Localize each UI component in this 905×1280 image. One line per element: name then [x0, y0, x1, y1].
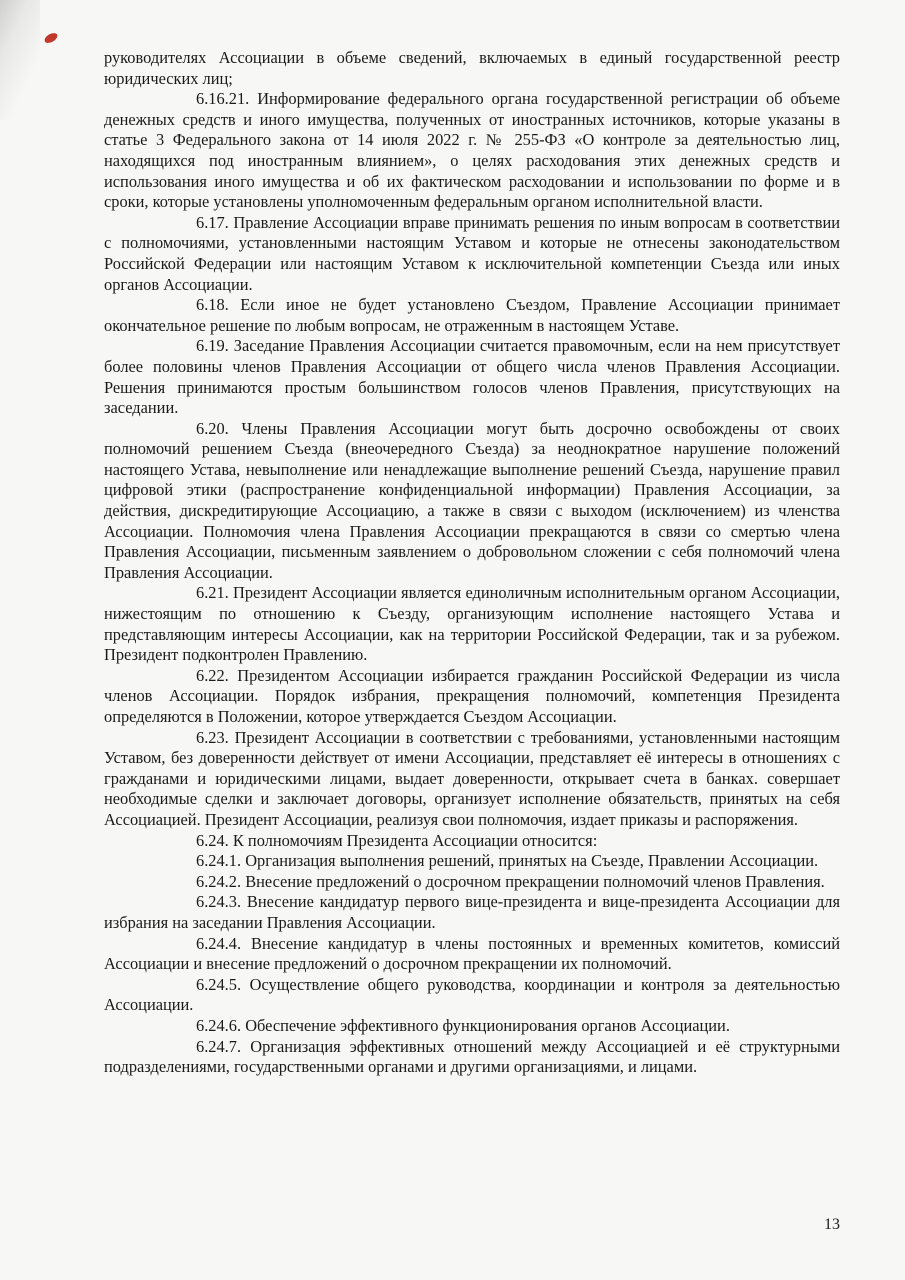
paragraph-text: Заседание Правления Ассоциации считается правомочным, если на нем присутствует более половины членов Правления Ассоциации от общего числа членов Правления Ассоциации. Решения принимаются простым большинством голосов членов Правления, присутствующих на заседании. [104, 336, 840, 418]
scan-edge-shadow [0, 0, 40, 120]
paragraph-6-16-21 [104, 89, 840, 213]
paragraph-text: Обеспечение эффективного функционирования органов Ассоциации. [245, 1015, 730, 1035]
paragraph-6-19 [104, 336, 840, 418]
clause-number: 6.24.7. [196, 1036, 242, 1056]
clause-number: 6.20. [196, 418, 229, 438]
paragraph-6-18 [104, 295, 840, 336]
clause-number: 6.24.6. [196, 1015, 242, 1035]
paragraph-6-24-4 [104, 934, 840, 975]
paragraph-6-24-5 [104, 975, 840, 1016]
paragraph-text: Внесение предложений о досрочном прекращении полномочий членов Правления. [245, 871, 825, 891]
clause-number: 6.17. [196, 212, 229, 232]
document-body [104, 48, 840, 1078]
paragraph-text: Организация эффективных отношений между Ассоциацией и её структурными подразделениями, государственными органами и другими организациями, и лицами. [104, 1036, 840, 1077]
paragraph-6-20 [104, 419, 840, 584]
paragraph-text: Внесение кандидатур первого вице-президента и вице-президента Ассоциации для избрания на заседании Правления Ассоциации. [104, 892, 841, 932]
paragraph-text: Президент Ассоциации в соответствии с требованиями, установленными настоящим Уставом, без доверенности действует от имени Ассоциации, представляет её интересы в отношениях с гражданами и юридическими лицами, выдает доверенности, открывает счета в банках. совершает необходимые сделки и заключает договоры, организует исполнение обязательств, принятых на себя Ассоциацией. Президент Ассоциации, реализуя свои полномочия, издает приказы и распоряжения. [104, 727, 840, 829]
paragraph-text: Организация выполнения решений, принятых на Съезде, Правлении Ассоциации. [245, 851, 819, 871]
paragraph-text: Члены Правления Ассоциации могут быть досрочно освобождены от своих полномочий решением Съезда (внеочередного Съезда) за неоднократное нарушение положений настоящего Устава, невыполнение или ненадлежащие выполнение решений Съезда, нарушение правил цифровой этики (распространение конфиденциальной информации) Правления Ассоциации, за действия, дискредитирующие Ассоциацию, а также в связи с выходом (исключением) из членства Ассоциации. Полномочия члена Правления Ассоциации прекращаются в связи со смертью члена Правления Ассоциации, письменным заявлением о добровольном сложении с себя полномочий члена Правления Ассоциации. [104, 418, 840, 582]
paragraph-text: Президентом Ассоциации избирается гражданин Российской Федерации из числа членов Ассоциации. Порядок избрания, прекращения полномочий, компетенция Президента определяются в Положении, которое утверждается Съездом Ассоциации. [104, 665, 840, 726]
paragraph-text: Осуществление общего руководства, координации и контроля за деятельностью Ассоциации. [104, 974, 840, 1015]
clause-number: 6.24.4. [196, 933, 242, 953]
clause-number: 6.24. [196, 830, 229, 850]
clause-number: 6.18. [196, 295, 229, 315]
paragraph-6-22 [104, 666, 840, 728]
scan-mark [43, 31, 59, 45]
paragraph-6-17 [104, 213, 840, 295]
paragraph-6-23 [104, 728, 840, 831]
clause-number: 6.21. [196, 583, 229, 603]
paragraph-6-24-2 [104, 872, 840, 893]
clause-number: 6.16.21. [196, 89, 250, 109]
paragraph-6-24-6 [104, 1016, 840, 1037]
clause-number: 6.22. [196, 665, 229, 685]
paragraph-text: К полномочиям Президента Ассоциации относится: [232, 830, 598, 850]
clause-number: 6.19. [196, 336, 229, 356]
paragraph-6-24-1 [104, 851, 840, 872]
paragraph-text: Правление Ассоциации вправе принимать решения по иным вопросам в соответствии с полномочиями, установленными настоящим Уставом и которые не отнесены законодательством Российской Федерации или настоящим Уставом к исключительной компетенции Съезда или иных органов Ассоциации. [104, 212, 840, 294]
paragraph-6-24-3 [104, 892, 840, 933]
paragraph-6-21 [104, 583, 840, 665]
paragraph-text: Если иное не будет установлено Съездом, Правление Ассоциации принимает окончательное решение по любым вопросам, не отраженным в настоящем Уставе. [104, 295, 840, 335]
paragraph-text: руководителях Ассоциации в объеме сведений, включаемых в единый государственной реестр юридических лиц; [104, 48, 840, 88]
paragraph-6-24 [104, 831, 840, 852]
clause-number: 6.24.1. [196, 851, 242, 871]
paragraph-6-24-7 [104, 1037, 840, 1078]
paragraph-continuation [104, 48, 840, 89]
clause-number: 6.23. [196, 727, 229, 747]
clause-number: 6.24.3. [196, 892, 242, 912]
clause-number: 6.24.5. [196, 974, 242, 994]
page-number: 13 [824, 1216, 840, 1233]
paragraph-text: Президент Ассоциации является единоличным исполнительным органом Ассоциации, нижестоящим по отношению к Съезду, организующим исполнение настоящего Устава и представляющим интересы Ассоциации, как на территории Российской Федерации, так и за рубежом. Президент подконтролен Правлению. [104, 583, 840, 665]
paragraph-text: Информирование федерального органа государственной регистрации об объеме денежных средств и иного имущества, полученных от иностранных источников, которые указаны в статье 3 Федерального закона от 14 июля 2022 г. № 255-ФЗ «О контроле за деятельностью лиц, находящихся под иностранным влиянием», о целях расходования этих денежных средств и использования иного имущества и об их фактическом расходовании и использовании по форме и в сроки, которые установлены уполномоченным федеральным органом исполнительной власти. [104, 89, 840, 212]
clause-number: 6.24.2. [196, 871, 242, 891]
paragraph-text: Внесение кандидатур в члены постоянных и временных комитетов, комиссий Ассоциации и внесение предложений о досрочном прекращении их полномочий. [104, 933, 840, 974]
